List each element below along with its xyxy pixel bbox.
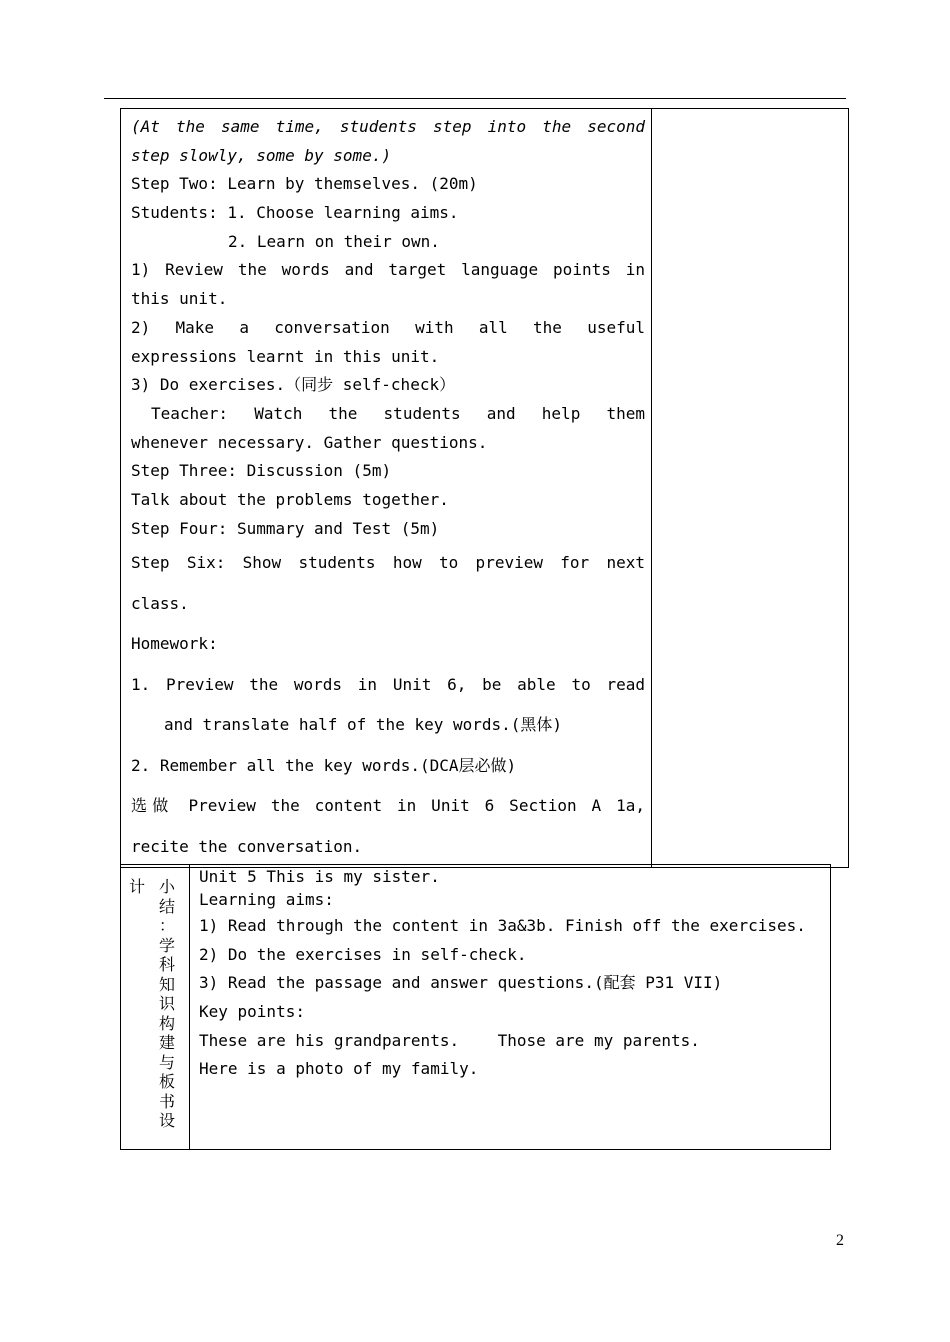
homework-item: 1. Preview the words in Unit 6, be able to read (131, 674, 645, 694)
step-four-heading: Step Four: Summary and Test (5m) (131, 518, 440, 538)
aim-item: 2) Do the exercises in self-check. (199, 944, 527, 964)
learning-aims-heading: Learning aims: (199, 890, 334, 909)
text-line: 1) Review the words and target language points in (131, 260, 645, 280)
procedure-row (121, 109, 849, 868)
label-char: 构 (158, 1013, 175, 1033)
label-char: 书 (158, 1091, 175, 1111)
text-line: whenever necessary. Gather questions. (131, 432, 488, 452)
label-char: 与 (158, 1052, 175, 1072)
text-line: class. (131, 593, 189, 613)
label-char: 结 (158, 896, 175, 916)
optional-homework: 选做 Preview the content in Unit 6 Section A 1a, (131, 796, 645, 816)
text-line: Students: 1. Choose learning aims. (131, 203, 459, 223)
text-line: 2) Make a conversation with all the useful (131, 317, 645, 337)
label-column-1: 计 (129, 877, 146, 896)
label-char: 建 (158, 1033, 175, 1052)
homework-item: 2. Remember all the key words.(DCA层必做) (131, 755, 517, 775)
summary-row (121, 865, 831, 1150)
homework-item-continued: and translate half of the key words.(黑体) (164, 715, 563, 735)
label-char: 学 (158, 935, 175, 955)
label-char: 板 (158, 1072, 175, 1091)
key-points-heading: Key points: (199, 1002, 305, 1022)
homework-heading: Homework: (131, 634, 218, 654)
aim-item: 1) Read through the content in 3a&3b. Finish off the exercises. (199, 916, 806, 935)
text-line: (At the same time, students step into the second (131, 117, 645, 136)
step-three-heading: Step Three: Discussion (5m) (131, 461, 392, 481)
label-char: 设 (158, 1111, 175, 1130)
header-rule (104, 98, 846, 99)
text-line: step slowly, some by some.) (131, 145, 392, 165)
notes-cell (652, 109, 849, 868)
label-char: 科 (158, 955, 175, 974)
page-number: 2 (836, 1232, 844, 1249)
label-char: 小 (158, 877, 175, 896)
text-line: Talk about the problems together. (131, 489, 449, 509)
text-line: expressions learnt in this unit. (131, 346, 440, 366)
step-two-heading: Step Two: Learn by themselves. (20m) (131, 174, 478, 194)
teaching-procedure-cell (121, 109, 652, 868)
text-line: recite the conversation. (131, 836, 363, 856)
label-char: ： (158, 916, 175, 935)
lesson-plan-table (120, 108, 849, 868)
key-point: These are his grandparents. Those are my parents. (199, 1030, 700, 1050)
label-char: 识 (158, 994, 175, 1013)
summary-table (120, 864, 831, 1150)
text-line: this unit. (131, 289, 228, 309)
key-point: Here is a photo of my family. (199, 1059, 479, 1079)
text-line: Teacher: Watch the students and help them (151, 403, 645, 423)
summary-content-cell (190, 865, 831, 1150)
summary-side-label (121, 865, 190, 1150)
text-line: 2. Learn on their own. (228, 231, 440, 251)
aim-item: 3) Read the passage and answer questions.(配套 P31 VII) (199, 973, 723, 993)
unit-title: Unit 5 This is my sister. (199, 867, 440, 886)
label-char: 知 (158, 974, 175, 994)
label-column-2 (157, 877, 177, 1131)
text-line: 3) Do exercises.（同步 self-check） (131, 375, 456, 395)
step-six-heading: Step Six: Show students how to preview for next (131, 553, 645, 573)
